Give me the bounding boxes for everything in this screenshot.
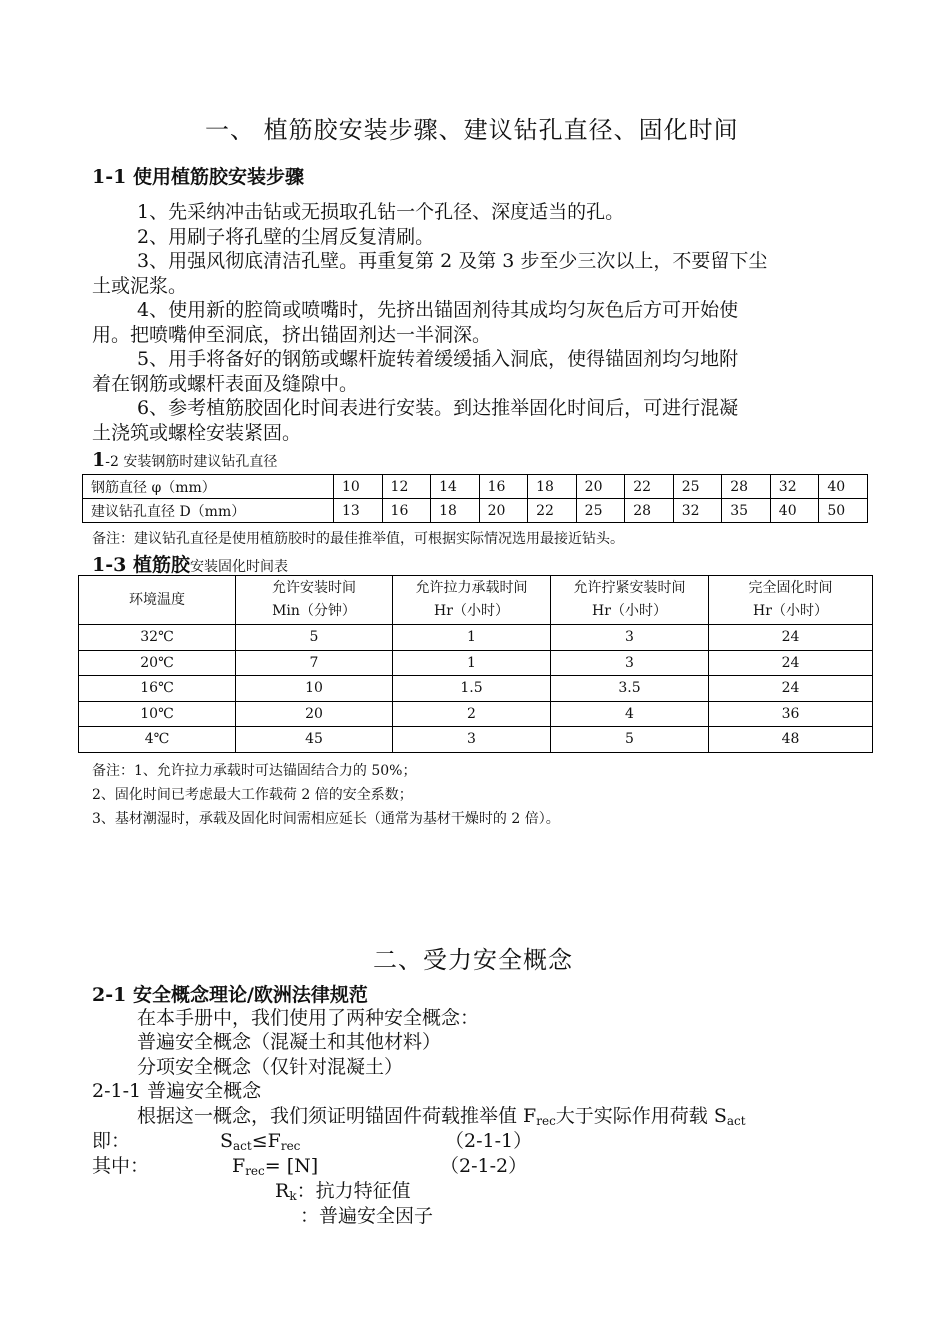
table-cell: 35 <box>722 499 771 523</box>
table-cell: 13 <box>334 499 383 523</box>
header-line: 允许拧紧安装时间 <box>573 580 686 596</box>
subsection-1-3-title <box>92 550 288 577</box>
concept-text-a: 根据这一概念，我们须证明锚固件荷载推举值 F <box>137 1105 537 1127</box>
table-header-cell <box>551 576 709 625</box>
table-row <box>79 650 873 676</box>
table-cell: 4 <box>551 701 709 727</box>
table-row <box>79 625 873 651</box>
table-header-cell <box>79 576 236 625</box>
table-cell: 3 <box>551 650 709 676</box>
table-cell: 4℃ <box>79 727 236 753</box>
cure-note: 备注：1、允许拉力承载时可达锚固结合力的 50%； <box>92 763 417 779</box>
table-cell: 28 <box>625 499 674 523</box>
header-line: Hr（小时） <box>434 603 509 619</box>
subsection-2-1-title: 2-1 安全概念理论/欧洲法律规范 <box>92 984 368 1006</box>
table-row <box>83 475 868 499</box>
table-cell: 45 <box>236 727 393 753</box>
step-line: 用。把喷嘴伸至洞底，挤出锚固剂达一半洞深。 <box>92 324 492 346</box>
cure-time-table <box>78 575 873 753</box>
step-line: 1、先采纳冲击钻或无损取孔钻一个孔径、深度适当的孔。 <box>137 201 625 223</box>
table-cell: 16 <box>382 499 431 523</box>
table-cell: 5 <box>551 727 709 753</box>
table-cell: 7 <box>236 650 393 676</box>
concept-sub-rec: rec <box>536 1114 556 1128</box>
table-cell: 钢筋直径 φ（mm） <box>83 475 334 499</box>
table-cell: 25 <box>673 475 722 499</box>
table-cell: 24 <box>709 676 873 702</box>
concept-text-b: 大于实际作用荷载 S <box>555 1105 727 1127</box>
header-line: 允许安装时间 <box>272 580 356 596</box>
table-cell: 建议钻孔直径 D（mm） <box>83 499 334 523</box>
step-line: 5、用手将备好的钢筋或螺杆旋转着缓缓插入洞底，使得锚固剂均匀地附 <box>137 348 739 370</box>
eq2-rest: = [N] <box>264 1155 319 1177</box>
step-line: 3、用强风彻底清洁孔壁。再重复第 2 及第 3 步至少三次以上，不要留下尘 <box>137 250 768 272</box>
text-line: 在本手册中，我们使用了两种安全概念： <box>137 1007 480 1029</box>
rk-sub: k <box>289 1189 297 1203</box>
section2-title: 二、受力安全概念 <box>373 946 573 974</box>
text-line: 普遍安全概念（混凝土和其他材料） <box>137 1031 442 1053</box>
table-cell: 28 <box>722 475 771 499</box>
rk-R: R <box>275 1180 290 1202</box>
table-cell: 24 <box>709 625 873 651</box>
table-cell: 10 <box>334 475 383 499</box>
table-header-cell <box>709 576 873 625</box>
table-cell: 12 <box>382 475 431 499</box>
table-cell: 22 <box>528 499 577 523</box>
subsection-1-3-bold: 1-3 植筋胶 <box>92 554 190 576</box>
table-cell: 32℃ <box>79 625 236 651</box>
table-cell: 20℃ <box>79 650 236 676</box>
subsection-1-2-label: -2 安装钢筋时建议钻孔直径 <box>105 454 278 470</box>
cure-note: 3、基材潮湿时，承载及固化时间需相应延长（通常为基材干燥时的 2 倍）。 <box>92 811 560 827</box>
table-cell: 25 <box>576 499 625 523</box>
table-header-cell <box>236 576 393 625</box>
table-header-cell <box>393 576 551 625</box>
table-cell: 18 <box>528 475 577 499</box>
table-cell: 1 <box>393 650 551 676</box>
eq1-sub-rec: rec <box>280 1139 301 1153</box>
table-cell: 36 <box>709 701 873 727</box>
step-line: 着在钢筋或螺杆表面及缝隙中。 <box>92 373 359 395</box>
text-line: 分项安全概念（仅针对混凝土） <box>137 1056 404 1078</box>
rk-text: ：抗力特征值 <box>296 1180 411 1202</box>
eq1-number: （2-1-1） <box>445 1130 533 1152</box>
eq2-lead: 其中： <box>92 1155 150 1177</box>
eq1-S: S <box>220 1130 234 1152</box>
gamma-definition: ：普遍安全因子 <box>300 1205 434 1227</box>
table-cell: 5 <box>236 625 393 651</box>
table-row <box>79 727 873 753</box>
eq2-sub-rec: rec <box>245 1164 265 1178</box>
step-line: 6、参考植筋胶固化时间表进行安装。到达推举固化时间后，可进行混凝 <box>137 397 739 419</box>
section1-title: 一、 植筋胶安装步骤、建议钻孔直径、固化时间 <box>205 116 739 144</box>
step-line: 2、用刷子将孔壁的尘屑反复清刷。 <box>137 226 435 248</box>
step-line: 土或泥浆。 <box>92 275 188 297</box>
concept-sub-act: act <box>726 1114 746 1128</box>
header-line: Hr（小时） <box>592 603 667 619</box>
eq1-sub-act: act <box>233 1139 252 1153</box>
eq1-op: ≤F <box>251 1130 281 1152</box>
table-cell: 1.5 <box>393 676 551 702</box>
step-line: 4、使用新的腔筒或喷嘴时，先挤出锚固剂待其成均匀灰色后方可开始使 <box>137 299 739 321</box>
subsection-1-2-number: 1 <box>92 449 106 471</box>
header-line: Hr（小时） <box>753 603 828 619</box>
subsection-1-3-rest: 安装固化时间表 <box>189 559 288 575</box>
table-cell: 40 <box>770 499 819 523</box>
drill-diameter-table <box>82 474 868 523</box>
table-cell: 20 <box>479 499 528 523</box>
table-cell: 40 <box>819 475 868 499</box>
table-row <box>79 701 873 727</box>
header-line: 完全固化时间 <box>748 580 833 596</box>
table-cell: 32 <box>770 475 819 499</box>
table-cell: 32 <box>673 499 722 523</box>
drill-note: 备注：建议钻孔直径是使用植筋胶时的最佳推举值，可根据实际情况选用最接近钻头。 <box>92 531 624 547</box>
header-line: Min（分钟） <box>272 603 356 619</box>
eq2-F: F <box>232 1155 246 1177</box>
table-cell: 20 <box>236 701 393 727</box>
cure-note: 2、固化时间已考虑最大工作载荷 2 倍的安全系数； <box>92 787 413 803</box>
table-cell: 50 <box>819 499 868 523</box>
table-row <box>79 676 873 702</box>
table-cell: 24 <box>709 650 873 676</box>
table-cell: 3 <box>393 727 551 753</box>
step-line: 土浇筑或螺栓安装紧固。 <box>92 422 302 444</box>
table-cell: 1 <box>393 625 551 651</box>
eq1-lead: 即： <box>92 1130 131 1152</box>
table-cell: 16 <box>479 475 528 499</box>
table-cell: 48 <box>709 727 873 753</box>
table-cell: 20 <box>576 475 625 499</box>
eq2-number: （2-1-2） <box>440 1155 528 1177</box>
subsection-1-2-title <box>92 449 277 471</box>
table-cell: 3.5 <box>551 676 709 702</box>
table-cell: 22 <box>625 475 674 499</box>
table-cell: 10 <box>236 676 393 702</box>
header-line: 允许拉力承载时间 <box>415 580 528 596</box>
table-cell: 16℃ <box>79 676 236 702</box>
table-cell: 2 <box>393 701 551 727</box>
subsection-2-1-1-title: 2-1-1 普遍安全概念 <box>92 1080 262 1102</box>
table-header-row <box>79 576 873 625</box>
table-cell: 10℃ <box>79 701 236 727</box>
header-line: 环境温度 <box>129 591 185 608</box>
subsection-1-1-title: 1-1 使用植筋胶安装步骤 <box>92 166 304 188</box>
table-cell: 18 <box>431 499 480 523</box>
table-row <box>83 499 868 523</box>
table-cell: 14 <box>431 475 480 499</box>
table-cell: 3 <box>551 625 709 651</box>
